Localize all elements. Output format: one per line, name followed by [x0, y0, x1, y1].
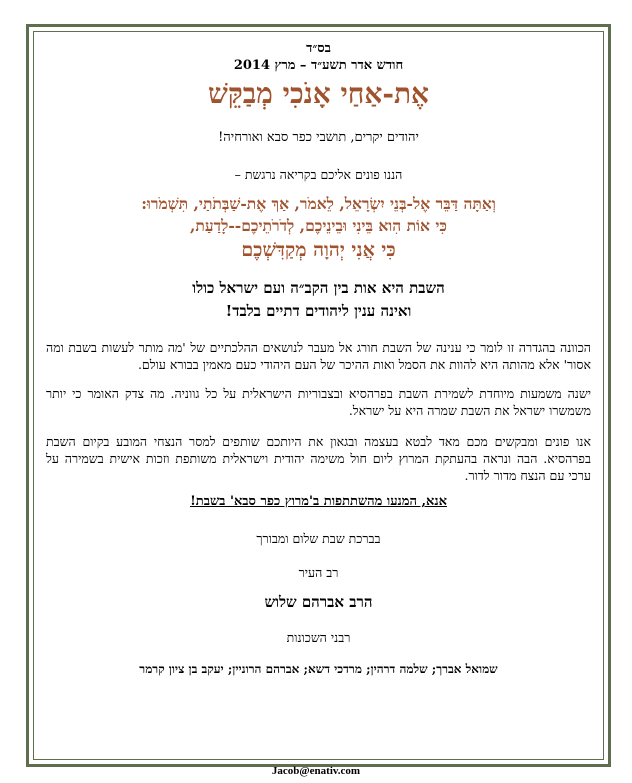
paragraph-1: הכוונה בהגדרה זו לומר כי ענינה של השבת חורג אל מעבר לנושאים ההלכתיים של 'מה מותר לעשות בשבת ומה אסור' אלא מהותה היא להוות את הסמל ואות ההיכר של העם היהודי כעם מאמין בבורא עולם.	[46, 340, 591, 372]
contact-email: Jacob@enativ.com	[271, 765, 361, 777]
statement-line-1: השבת היא אות בין הקב״ה ועם ישראל כולו	[192, 279, 445, 297]
request-line: אנא, המנעו מהשתתפות ב'מרוץ כפר סבא' בשבת!	[190, 494, 447, 509]
statement-line-2: ואינה ענין ליהודים דתיים בלבד!	[225, 302, 412, 320]
intro-line: הננו פונים אליכם בקריאה נרגשת –	[234, 167, 403, 182]
neighborhood-rabbis-title: רבני השכונות	[286, 630, 351, 645]
letter-title: אֶת-אַחַי אָנֹכִי מְבַקֵּשׁ	[207, 77, 430, 110]
verse-line-1: וְאַתָּה דַּבֵּר אֶל-בְּנֵי יִשְׂרָאֵל, לֵאמֹר, אַךְ אֶת-שַׁבְּתֹתַי, תִּשְׁמֹרוּ:	[141, 194, 496, 213]
blessing: בברכת שבת שלום ומבורך	[256, 531, 381, 546]
date-line: חודש אדר תשע״ד – מרץ 2014	[233, 58, 404, 73]
city-rabbi-name: הרב אברהם שלוש	[264, 593, 373, 611]
letter-body	[40, 38, 597, 677]
city-rabbi-title: רב העיר	[298, 565, 339, 580]
paragraph-2: ישנה משמעות מיוחדת לשמירת השבת בפרהסיא ובצבוריות הישראלית על כל גווניה. מה צדק האומר כי יותר משמשרו ישראל את השבת שמרה היא על ישראל.	[46, 386, 591, 418]
paragraph-3: אנו פונים ומבקשים מכם מאד לבטא בעצמה ובגאון את היותכם שותפים למסר הנצחי המובע בקיום השבת בפרהסיא. הבה ונראה בהעתקת המרוץ ליום חול משימה יהודית וישראלית משותפת וזכות אישית בשמירה על ערכי עם הנצח מדור לדור.	[46, 434, 591, 483]
neighborhood-rabbis-names: שמואל אברך; שלמה דרהין; מרדכי דשא; אברהם הרוניין; יעקב בן ציון קרמר	[139, 662, 498, 676]
greeting: יהודים יקרים, תושבי כפר סבא ואורחיה!	[218, 130, 419, 145]
bsd-header: בס״ד	[306, 41, 331, 56]
verse-line-3: כִּי אֲנִי יְהוָה מְקַדִּשְׁכֶם	[241, 239, 396, 261]
verse-line-2: כִּי אוֹת הִוא בֵּינִי וּבֵינֵיכֶם, לְדֹרֹתֵיכֶם--לָדַעַת,	[190, 216, 447, 235]
